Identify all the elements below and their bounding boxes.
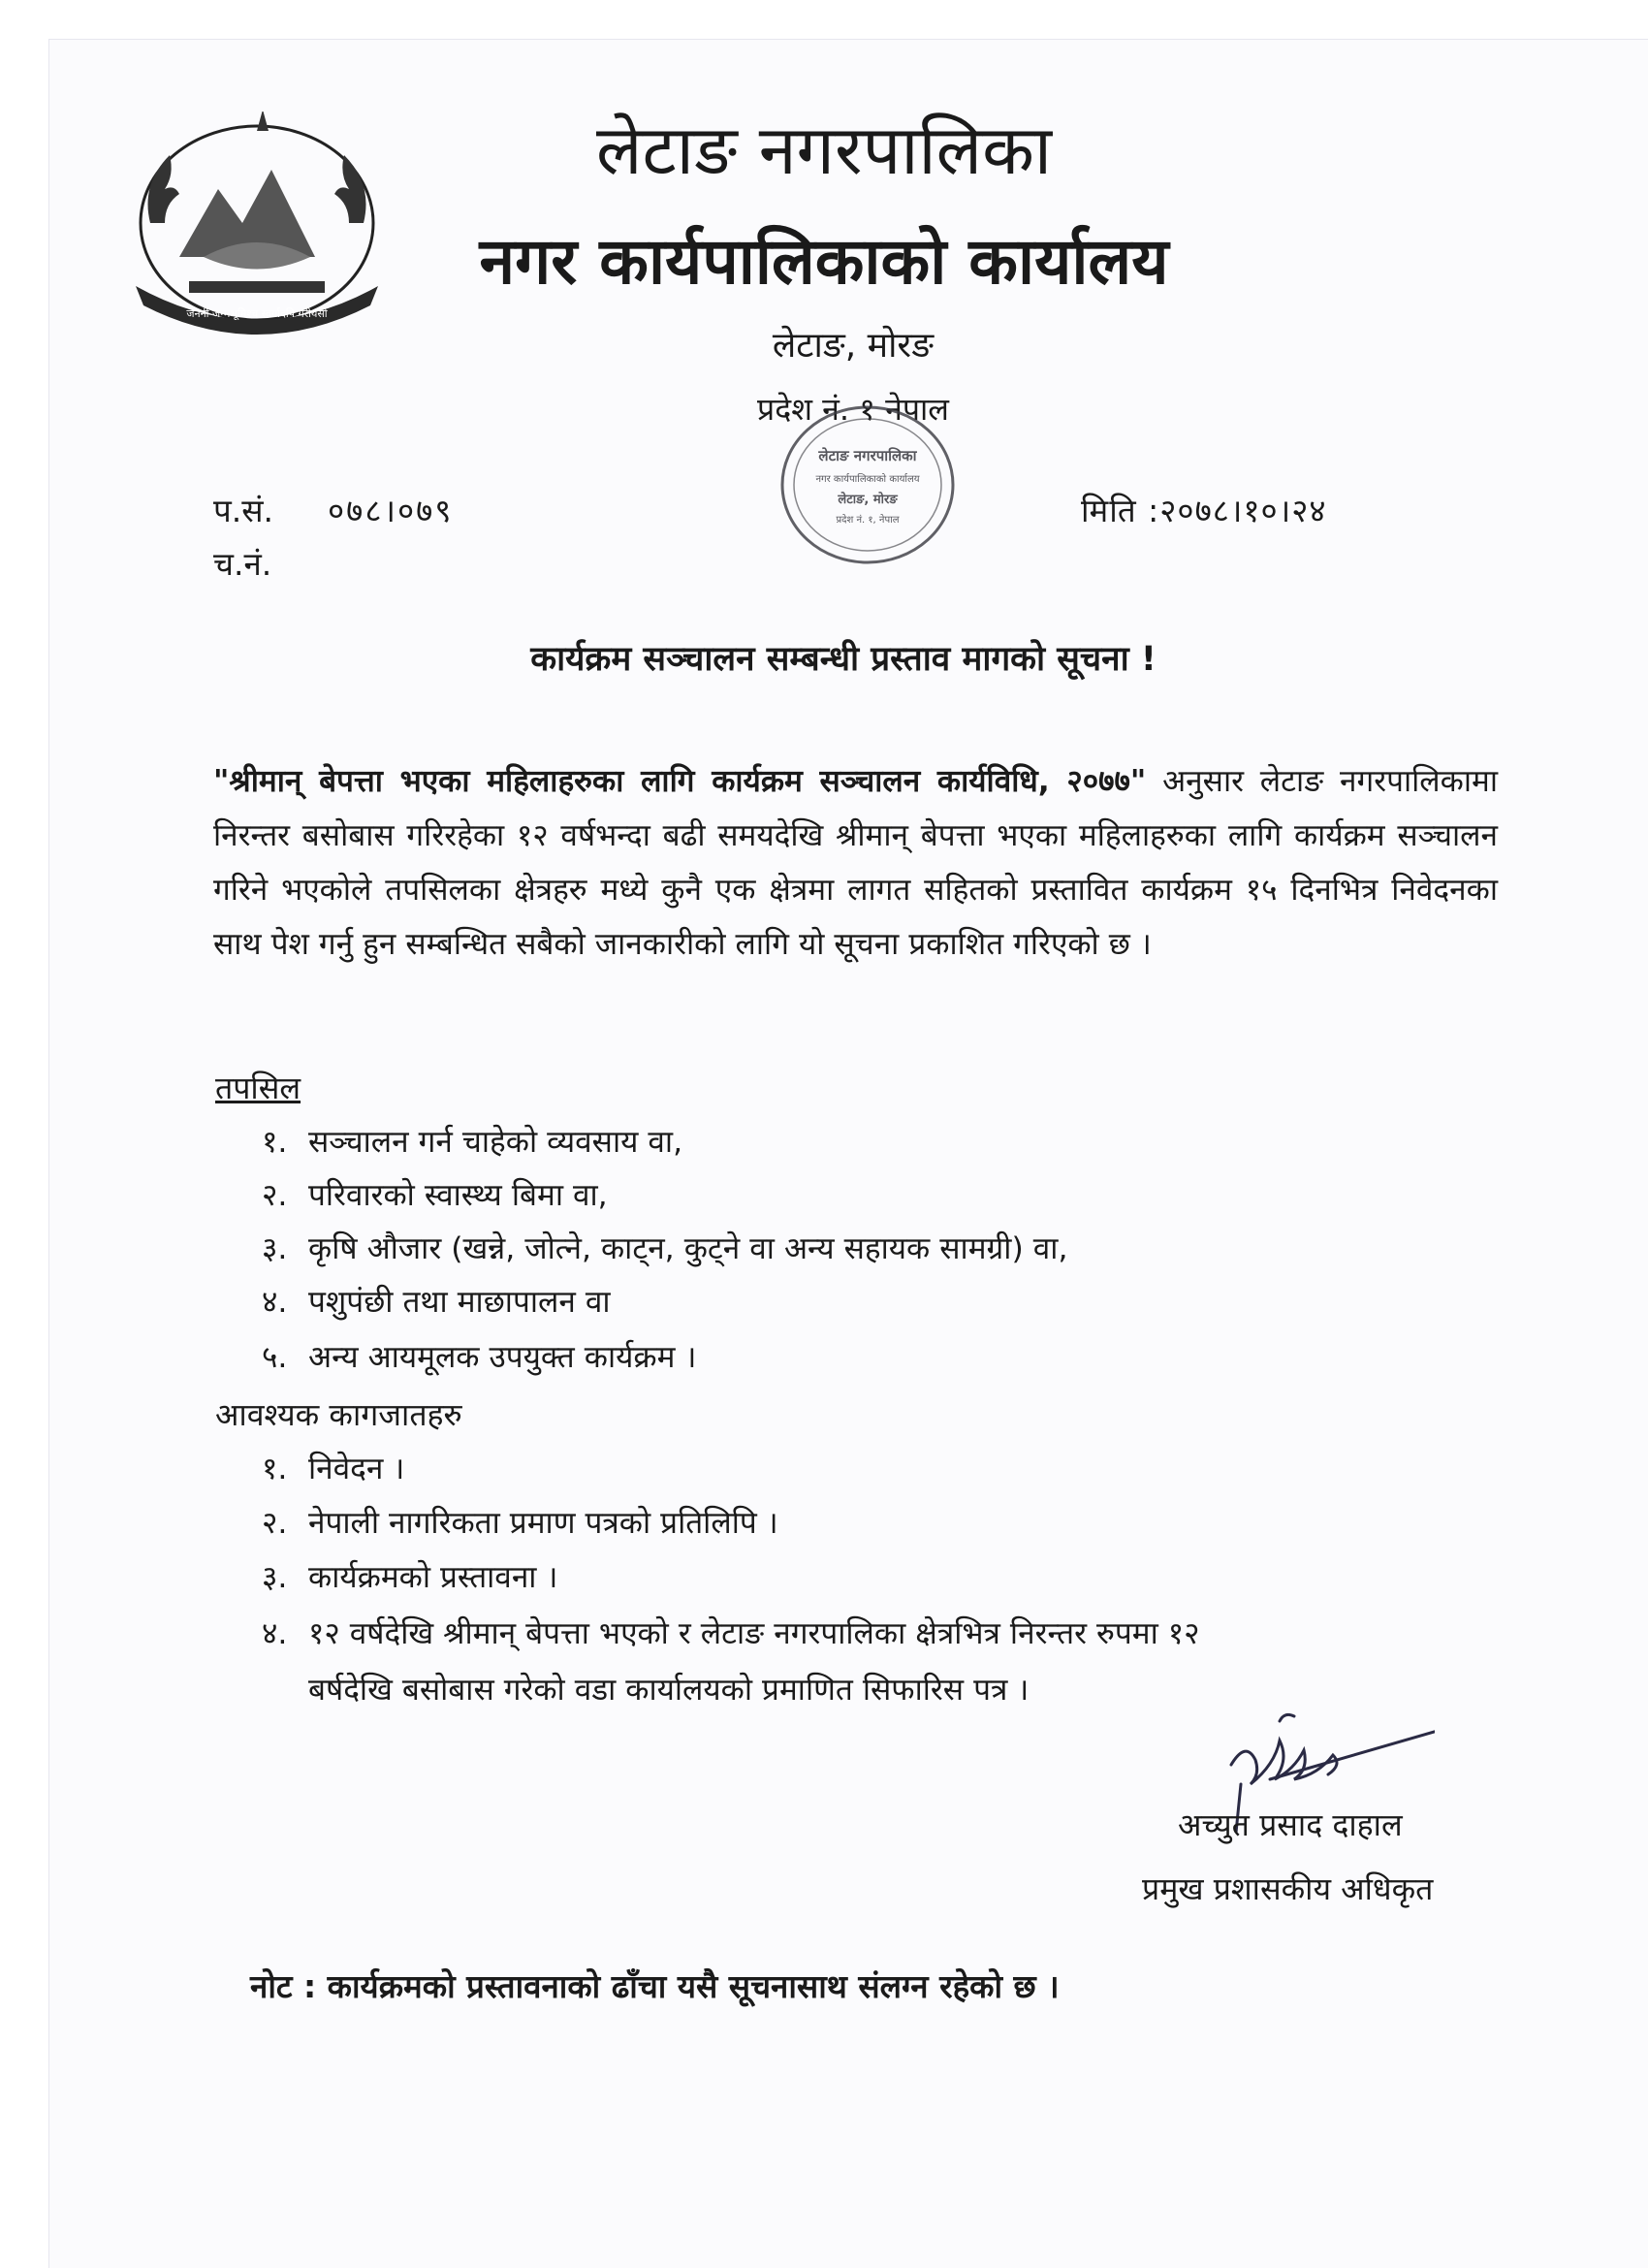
- item-num: ५.: [262, 1340, 288, 1375]
- documents-heading: आवश्यक कागजातहरु: [215, 1396, 462, 1433]
- document-item: [262, 1447, 404, 1488]
- stamp-line-4: प्रदेश नं. १, नेपाल: [836, 515, 900, 526]
- ps-label: प.सं.: [213, 492, 274, 529]
- emblem-motto: जननी जन्मभूमिश्च स्वर्गादपि गरीयसी: [186, 307, 328, 320]
- notice-body: [213, 754, 1498, 972]
- note: नोट : कार्यक्रमको प्रस्तावनाको ढाँचा यसै सूचनासाथ संलग्न रहेको छ ।: [250, 1967, 1060, 2005]
- procedure-title: "श्रीमान् बेपत्ता भएका महिलाहरुका लागि कार्यक्रम सञ्चालन कार्यविधि, २०७७": [213, 764, 1147, 799]
- item-num: ३.: [262, 1231, 288, 1266]
- schedule-item: [262, 1227, 1067, 1268]
- schedule-heading: तपसिल: [215, 1070, 301, 1106]
- document-item: [262, 1501, 778, 1543]
- item-text: परिवारको स्वास्थ्य बिमा वा,: [308, 1178, 608, 1213]
- item-text: अन्य आयमूलक उपयुक्त कार्यक्रम ।: [308, 1340, 697, 1375]
- item-num: ३.: [262, 1560, 288, 1595]
- item-num: २.: [262, 1506, 288, 1541]
- signatory-name: अच्युत प्रसाद दाहाल: [1178, 1806, 1403, 1843]
- document-item: [262, 1555, 557, 1597]
- item-text: सञ्चालन गर्न चाहेको व्यवसाय वा,: [308, 1125, 683, 1160]
- item-text: पशुपंछी तथा माछापालन वा: [308, 1285, 611, 1320]
- schedule-item: [262, 1173, 608, 1215]
- date: मिति :२०७८।१०।२४: [1081, 492, 1327, 529]
- item-text: नेपाली नागरिकता प्रमाण पत्रको प्रतिलिपि ।: [308, 1506, 778, 1541]
- schedule-item: [262, 1280, 611, 1322]
- document-item-continuation: बर्षदेखि बसोबास गरेको वडा कार्यालयको प्रमाणित सिफारिस पत्र ।: [308, 1673, 1030, 1708]
- cn-label: च.नं.: [213, 545, 272, 583]
- stamp-line-1: लेटाङ नगरपालिका: [818, 447, 917, 464]
- item-num: १.: [262, 1125, 288, 1160]
- item-text: कार्यक्रमको प्रस्तावना ।: [308, 1560, 558, 1595]
- item-text: कृषि औजार (खन्ने, जोत्ने, काट्न, कुट्ने वा अन्य सहायक सामग्री) वा,: [308, 1231, 1068, 1266]
- office-stamp: [776, 393, 960, 577]
- item-text: निवेदन ।: [308, 1452, 405, 1486]
- item-num: १.: [262, 1452, 288, 1486]
- item-num: २.: [262, 1178, 288, 1213]
- office-name: नगर कार्यपालिकाको कार्यालय: [479, 224, 1169, 299]
- notice-subject: कार्यक्रम सञ्चालन सम्बन्धी प्रस्ताव मागको सूचना !: [530, 640, 1157, 679]
- item-num: ४.: [262, 1285, 288, 1320]
- body-text: अनुसार लेटाङ नगरपालिकामा निरन्तर बसोबास गरिरहेका १२ वर्षभन्दा बढी समयदेखि श्रीमान् बेपत्ता भएका महिलाहरुका लागि कार्यक्रम सञ्चालन गरिने भएकोले तपसिलका क्षेत्रहरु मध्ये कुनै एक क्षेत्रमा लागत सहितको प्रस्तावित कार्यक्रम १५ दिनभित्र निवेदनका साथ पेश गर्नु हुन सम्बन्धित सबैको जानकारीको लागि यो सूचना प्रकाशित गरिएको छ ।: [213, 764, 1498, 962]
- schedule-item: [262, 1335, 696, 1377]
- address-line-2: प्रदेश नं. १ नेपाल: [757, 391, 949, 428]
- municipality-name: लेटाङ नगरपालिका: [596, 111, 1052, 190]
- stamp-line-2: नगर कार्यपालिकाको कार्यालय: [815, 474, 920, 485]
- stamp-line-3: लेटाङ, मोरङ: [838, 493, 898, 507]
- signatory-title: प्रमुख प्रशासकीय अधिकृत: [1142, 1870, 1434, 1907]
- item-num: ४.: [262, 1616, 288, 1651]
- item-text: १२ वर्षदेखि श्रीमान् बेपत्ता भएको र लेटाङ नगरपालिका क्षेत्रभित्र निरन्तर रुपमा १२: [308, 1616, 1200, 1651]
- document-item: [262, 1612, 1493, 1653]
- ps-value: ०७८।०७९: [328, 492, 454, 529]
- schedule-item: [262, 1120, 682, 1162]
- address-line-1: लेटाङ, मोरङ: [772, 326, 935, 366]
